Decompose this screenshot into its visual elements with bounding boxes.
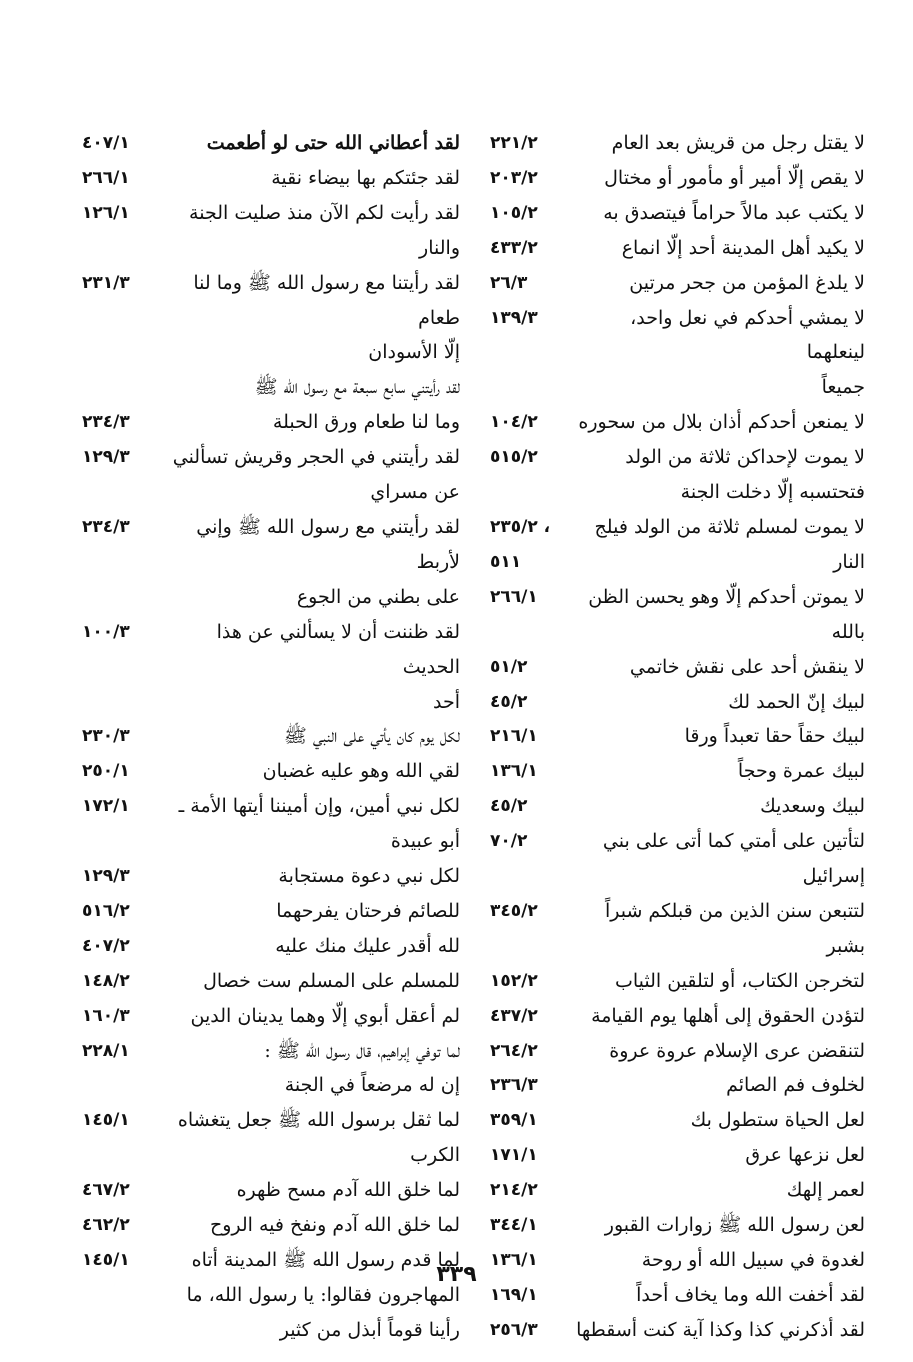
entry-reference: ١٠٤/٢	[490, 412, 538, 433]
entry-text: لبيك إنّ الحمد لك	[728, 690, 865, 713]
index-entry	[490, 405, 865, 440]
entry-reference: ٢٦٦/١	[490, 586, 538, 607]
index-entry	[82, 1103, 460, 1173]
entry-reference: ٥١١	[490, 551, 522, 572]
index-entry	[82, 475, 460, 510]
entry-text: لتنقضن عرى الإسلام عروة عروة	[609, 1039, 865, 1062]
entry-reference: ٢٣٤/٣	[82, 412, 130, 433]
index-column-right	[490, 126, 865, 1348]
index-entry	[490, 1173, 865, 1208]
entry-text: لقد أذكرني كذا وكذا آية كنت أسقطها	[576, 1318, 865, 1341]
index-entry	[490, 824, 865, 894]
index-entry	[82, 1034, 460, 1069]
index-entry	[490, 894, 865, 964]
entry-reference: ٤٣٧/٢	[490, 1005, 538, 1026]
entry-text: لقد رأيت لكم الآن منذ صليت الجنة	[189, 201, 460, 224]
entry-text: للمسلم على المسلم ست خصال	[203, 969, 460, 992]
entry-text: لا يلدغ المؤمن من جحر مرتين	[629, 271, 865, 294]
entry-text: لقد أخفت الله وما يخاف أحداً	[636, 1283, 865, 1306]
entry-text: لعل الحياة ستطول بك	[690, 1109, 865, 1132]
index-entry	[490, 650, 865, 685]
index-entry	[490, 370, 865, 405]
index-entry	[82, 266, 460, 336]
index-entry	[82, 510, 460, 580]
index-entry	[82, 789, 460, 824]
entry-reference: ٢٠٣/٢	[490, 167, 538, 188]
entry-text: لبيك عمرة وحجاً	[737, 760, 865, 783]
entry-text: لما توفي إبراهيم، قال رسول الله ﷺ :	[264, 1039, 460, 1062]
entry-reference: ٤٠٧/٢	[82, 935, 130, 956]
index-entry	[490, 1313, 865, 1348]
entry-text: عن مسراي	[370, 481, 460, 504]
entry-text: النار	[833, 550, 865, 573]
entry-reference: ٢٢١/٢	[490, 133, 538, 153]
entry-reference: ٤٥/٢	[490, 691, 528, 712]
entry-reference: ٤٠٧/١	[82, 133, 130, 153]
index-entry	[82, 231, 460, 266]
entry-text: رأينا قوماً أبذل من كثير	[279, 1318, 460, 1341]
entry-text: لما خلق الله آدم مسح ظهره	[236, 1179, 460, 1202]
entry-text: لله أقدر عليك منك عليه	[275, 934, 460, 957]
entry-text: لا يقص إلّا أمير أو مأمور أو مختال	[604, 166, 865, 189]
index-entry	[490, 999, 865, 1034]
index-entry	[82, 440, 460, 475]
entry-reference: ١٢٩/٣	[82, 866, 130, 887]
entry-text: لقد رأيتني في الحجر وقريش تسألني	[172, 446, 460, 469]
index-entry	[82, 126, 460, 161]
entry-text: فتحتسبه إلّا دخلت الجنة	[680, 481, 865, 504]
entry-text: لم أعقل أبوي إلّا وهما يدينان الدين	[190, 1004, 460, 1027]
entry-reference: ١٤٥/١	[82, 1110, 130, 1131]
index-entry	[490, 1034, 865, 1069]
index-entry	[82, 405, 460, 440]
entry-text: لعمر إلهك	[786, 1179, 865, 1202]
entry-text: لقد رأيتنا مع رسول الله ﷺ وما لنا طعام	[193, 271, 460, 329]
index-entry	[82, 685, 460, 720]
index-entry	[490, 475, 865, 510]
index-entry	[82, 1208, 460, 1243]
index-entry	[490, 266, 865, 301]
index-entry	[490, 231, 865, 266]
entry-text: لكل نبي دعوة مستجابة	[278, 865, 460, 888]
entry-reference: ٢١٦/١	[490, 726, 538, 747]
index-entry	[490, 754, 865, 789]
entry-text: لا يكتب عبد مالاً حراماً فيتصدق به	[603, 201, 865, 224]
entry-reference: ٢٣١/٣	[82, 272, 130, 293]
entry-reference: ٢٥٠/١	[82, 761, 130, 782]
index-entry	[490, 1138, 865, 1173]
entry-reference: ٢٥٦/٣	[490, 1319, 538, 1340]
index-entry	[82, 719, 460, 754]
index-entry	[490, 545, 865, 580]
index-column-left	[82, 126, 460, 1348]
entry-reference: ١٠٠/٣	[82, 621, 130, 642]
entry-reference: ٢١٤/٢	[490, 1180, 538, 1201]
entry-text: لكل يوم كان يأتي على النبي ﷺ	[283, 725, 460, 748]
entry-reference: ١٣٦/١	[490, 761, 538, 782]
entry-reference: ٣٤٤/١	[490, 1215, 538, 1236]
entry-text: لا يموت لمسلم ثلاثة من الولد فيلج	[594, 515, 865, 538]
entry-reference: ٤٦٧/٢	[82, 1180, 130, 1201]
entry-text: لتأتين على أمتي كما أتى على بني إسرائيل	[602, 830, 865, 888]
entry-text: لبيك وسعديك	[760, 795, 865, 818]
index-entry	[82, 894, 460, 929]
index-entry	[490, 196, 865, 231]
index-entry	[490, 1103, 865, 1138]
entry-text: إن له مرضعاً في الجنة	[284, 1074, 460, 1097]
entry-reference: ٢٦/٣	[490, 272, 528, 293]
entry-text: لقد رأيتني مع رسول الله ﷺ وإني لأربط	[196, 515, 460, 573]
entry-reference: ٢٣٠/٣	[82, 726, 130, 747]
entry-reference: ١٠٥/٢	[490, 202, 538, 223]
entry-reference: ٣٤٥/٢	[490, 900, 538, 921]
entry-text: لعن رسول الله ﷺ زوارات القبور	[604, 1214, 865, 1237]
entry-reference: ٢٦٤/٢	[490, 1040, 538, 1061]
index-entry	[490, 685, 865, 720]
index-entry	[490, 1068, 865, 1103]
entry-text: لا يقتل رجل من قريش بعد العام	[611, 132, 865, 154]
index-entry	[82, 1313, 460, 1348]
entry-text: وما لنا طعام ورق الحبلة	[272, 411, 460, 434]
entry-reference: ١٦٠/٣	[82, 1005, 130, 1026]
entry-reference: ١٢٦/١	[82, 202, 130, 223]
index-entry	[82, 999, 460, 1034]
entry-text: لتخرجن الكتاب، أو لتلقين الثياب	[614, 969, 865, 992]
index-entry	[490, 789, 865, 824]
entry-reference: ٣٥٩/١	[490, 1110, 538, 1131]
index-entry	[82, 161, 460, 196]
page-number: ٣٣٩	[436, 1262, 477, 1287]
entry-text: لبيك حقاً حقا تعبداً ورقا	[684, 725, 865, 748]
entry-reference: ٤٣٣/٢	[490, 237, 538, 258]
entry-text: لقد ظننت أن لا يسألني عن هذا الحديث	[216, 620, 460, 678]
index-entry	[490, 510, 865, 545]
entry-text: لقد جئتكم بها بيضاء نقية	[271, 166, 460, 189]
index-entry	[82, 929, 460, 964]
entry-reference: ١٧١/١	[490, 1145, 538, 1166]
entry-text: لتتبعن سنن الذين من قبلكم شبراً بشبر	[604, 899, 865, 957]
index-entry	[490, 580, 865, 650]
entry-text: والنار	[419, 236, 460, 259]
entry-reference: ١٧٢/١	[82, 796, 130, 817]
entry-reference: ١٣٩/٣	[490, 307, 538, 328]
index-entry	[490, 964, 865, 999]
entry-reference: ١٤٥/١	[82, 1250, 130, 1270]
entry-text: لخلوف فم الصائم	[726, 1074, 865, 1097]
entry-reference: ٥١/٢	[490, 656, 528, 677]
entry-text: لا ينقش أحد على نقش خاتمي	[629, 655, 865, 678]
index-entry	[82, 335, 460, 370]
entry-text: لا يمشي أحدكم في نعل واحد، لينعلهما	[630, 306, 865, 364]
entry-text: لقد رأيتني سابع سبعة مع رسول الله ﷺ	[254, 376, 460, 399]
entry-reference: ١٤٨/٢	[82, 970, 130, 991]
entry-reference: ١٣٦/١	[490, 1250, 538, 1270]
entry-text: لقي الله وهو عليه غضبان	[262, 760, 460, 783]
entry-text: لكل نبي أمين، وإن أميننا أيتها الأمة ـ	[178, 795, 460, 818]
entry-reference: ٥١٥/٢	[490, 447, 538, 468]
entry-text: إلّا الأسودان	[368, 341, 460, 364]
entry-text: لتؤدن الحقوق إلى أهلها يوم القيامة	[591, 1004, 865, 1027]
index-entry	[82, 615, 460, 685]
entry-text: أبو عبيدة	[390, 830, 460, 853]
index-entry	[82, 1173, 460, 1208]
entry-reference: ١٦٩/١	[490, 1284, 538, 1305]
entry-text: لا يكيد أهل المدينة أحد إلّا انماع	[621, 236, 865, 259]
entry-text: لا يمنعن أحدكم أذان بلال من سحوره	[578, 411, 865, 434]
entry-text: لغدوة في سبيل الله أو روحة	[641, 1249, 865, 1271]
entry-text: للصائم فرحتان يفرحهما	[276, 899, 460, 922]
index-entry	[82, 1068, 460, 1103]
entry-reference: ١٢٩/٣	[82, 447, 130, 468]
entry-text: جميعاً	[821, 376, 865, 399]
index-entry	[490, 161, 865, 196]
index-entry	[490, 440, 865, 475]
entry-text: المهاجرون فقالوا: يا رسول الله، ما	[186, 1283, 460, 1306]
entry-text: أحد	[433, 690, 460, 713]
entry-reference: ١٥٢/٢	[490, 970, 538, 991]
index-entry	[82, 370, 460, 405]
entry-reference: ٢٣٤/٣	[82, 516, 130, 537]
entry-text: لا يموت لإحداكن ثلاثة من الولد	[625, 446, 865, 469]
entry-reference: ٥١٦/٢	[82, 900, 130, 921]
entry-reference: ٤٥/٢	[490, 796, 528, 817]
entry-text: لقد أعطاني الله حتى لو أطعمت	[206, 132, 460, 154]
entry-text: لا يموتن أحدكم إلّا وهو يحسن الظن بالله	[588, 585, 865, 643]
entry-text: لعل نزعها عرق	[745, 1144, 865, 1167]
index-entry	[82, 824, 460, 859]
index-entry	[490, 1208, 865, 1243]
entry-reference: ٢٦٦/١	[82, 167, 130, 188]
entry-reference: ٤٦٢/٢	[82, 1215, 130, 1236]
index-entry	[490, 719, 865, 754]
entry-reference: ٢٣٦/٣	[490, 1075, 538, 1096]
entry-reference: ٢٢٨/١	[82, 1040, 130, 1061]
entry-text: لما خلق الله آدم ونفخ فيه الروح	[209, 1214, 460, 1237]
entry-text: لما قدم رسول الله ﷺ المدينة أتاه	[191, 1249, 460, 1271]
index-entry	[490, 126, 865, 161]
index-entry	[82, 754, 460, 789]
entry-reference: ٢٣٥/٢ ،	[490, 516, 551, 537]
index-entry	[82, 196, 460, 231]
index-entry	[82, 859, 460, 894]
index-entry	[490, 301, 865, 371]
index-entry	[82, 580, 460, 615]
entry-reference: ٧٠/٢	[490, 831, 528, 852]
entry-text: لما ثقل برسول الله ﷺ جعل يتغشاه الكرب	[177, 1109, 460, 1167]
entry-text: على بطني من الجوع	[296, 585, 460, 608]
index-entry	[82, 964, 460, 999]
